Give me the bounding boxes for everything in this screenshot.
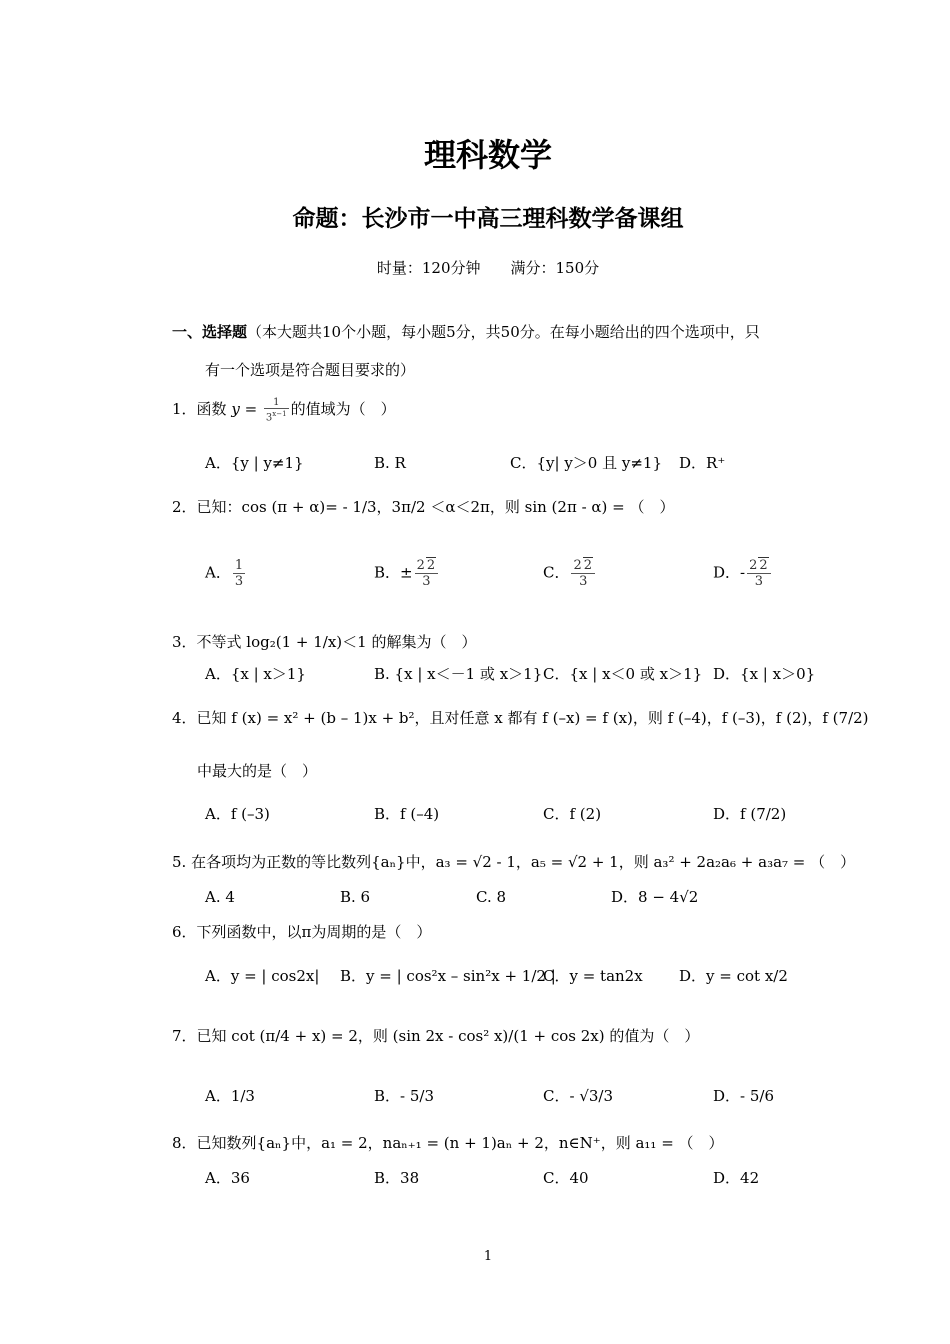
question-5: 5. 在各项均为正数的等比数列{aₙ}中，a₃ = √2 - 1，a₅ = √2 + 1，则 a₃² + 2a₂a₆ + a₃a₇ = （ ） [172, 853, 856, 871]
question-2: 2．已知：cos (π + α)= - 1/3，3π/2 ＜α＜2π，则 sin (2π - α) = （ ） [172, 498, 675, 516]
section-intro-1: （本大题共10个小题，每小题5分，共50分。在每小题给出的四个选项中，只 [247, 323, 760, 341]
q3-option-a: A．{x | x＞1} [205, 665, 306, 683]
page-title: 理科数学 [423, 136, 552, 174]
question-4-line-2: 中最大的是（ ） [197, 762, 318, 780]
q1-suffix: 的值域为（ ） [290, 400, 396, 419]
q2-option-b: B．± $\frac{2 2}{3}$ [374, 558, 440, 589]
question-7: 7．已知 cot (π/4 + x) = 2，则 (sin 2x - cos² x)/(1 + cos 2x) 的值为（ ） [172, 1027, 700, 1045]
question-6: 6．下列函数中，以π为周期的是（ ） [172, 923, 432, 941]
q5-option-b: B. 6 [340, 888, 371, 906]
question-8: 8．已知数列{aₙ}中，a₁ = 2，naₙ₊₁ = (n + 1)aₙ + 2，n∈N⁺，则 a₁₁ = （ ） [172, 1134, 724, 1152]
section-intro-2: 有一个选项是符合题目要求的） [205, 361, 416, 379]
page-number: 1 [483, 1249, 493, 1264]
q2-option-d: D．- $\frac{2 2}{3}$ [713, 558, 773, 589]
q1-option-a: A．{y | y≠1} [205, 454, 304, 472]
q1-option-b: B. R [374, 454, 406, 472]
q1-option-d: D．R⁺ [679, 454, 726, 472]
exam-meta: 时量：120分钟 满分：150分 [376, 259, 600, 277]
q8-option-b: B．38 [374, 1169, 420, 1187]
q4-option-a: A．f (–3) [205, 805, 270, 823]
q2-option-c: C． $\frac{2 2}{3}$ [543, 558, 597, 589]
q4-option-c: C．f (2) [543, 805, 602, 823]
q5-option-d: D．8 − 4√2 [611, 888, 699, 906]
q7-option-d: D．- 5/6 [713, 1087, 775, 1105]
q5-option-c: C. 8 [476, 888, 507, 906]
q6-option-b: B．y = | cos²x – sin²x + 1/2 | [340, 967, 556, 985]
q7-option-c: C．- √3/3 [543, 1087, 614, 1105]
q1-fraction: $\frac{1}{3^{x-1}}$ [265, 397, 287, 424]
section-heading [172, 322, 760, 342]
q1-prefix: 1．函数 [172, 400, 227, 419]
q7-option-a: A．1/3 [205, 1087, 255, 1105]
q4-option-b: B．f (–4) [374, 805, 440, 823]
q8-option-a: A．36 [205, 1169, 250, 1187]
q3-option-c: C．{x | x＜0 或 x＞1} [543, 665, 703, 683]
question-4-line-1: 4．已知 f (x) = x² + (b – 1)x + b²，且对任意 x 都有 f (–x) = f (x)，则 f (–4)，f (–3)，f (2)，f (7/2) [172, 709, 869, 727]
q2-option-a: A． $\frac{1}{3}$ [205, 558, 244, 589]
q6-option-c: C．y = tan2x [543, 967, 643, 985]
q8-option-c: C．40 [543, 1169, 589, 1187]
question-3: 3．不等式 log₂(1 + 1/x)＜1 的解集为（ ） [172, 633, 477, 651]
q5-option-a: A. 4 [205, 888, 235, 906]
q6-option-d: D．y = cot x/2 [679, 967, 788, 985]
q3-option-b: B. {x | x＜－1 或 x＞1} [374, 665, 543, 683]
question-1: 1．函数 y = $\frac{1}{3^{x-1}}$ 的值域为（ ） [172, 397, 396, 424]
page-subtitle: 命题：长沙市一中高三理科数学备课组 [292, 206, 684, 232]
q1-option-c: C．{y| y＞0 且 y≠1} [510, 454, 662, 472]
q4-option-d: D．f (7/2) [713, 805, 787, 823]
q6-option-a: A．y = | cos2x| [205, 967, 320, 985]
q3-option-d: D．{x | x＞0} [713, 665, 816, 683]
q8-option-d: D．42 [713, 1169, 760, 1187]
section-label: 一、选择题 [172, 323, 248, 341]
q7-option-b: B．- 5/3 [374, 1087, 435, 1105]
